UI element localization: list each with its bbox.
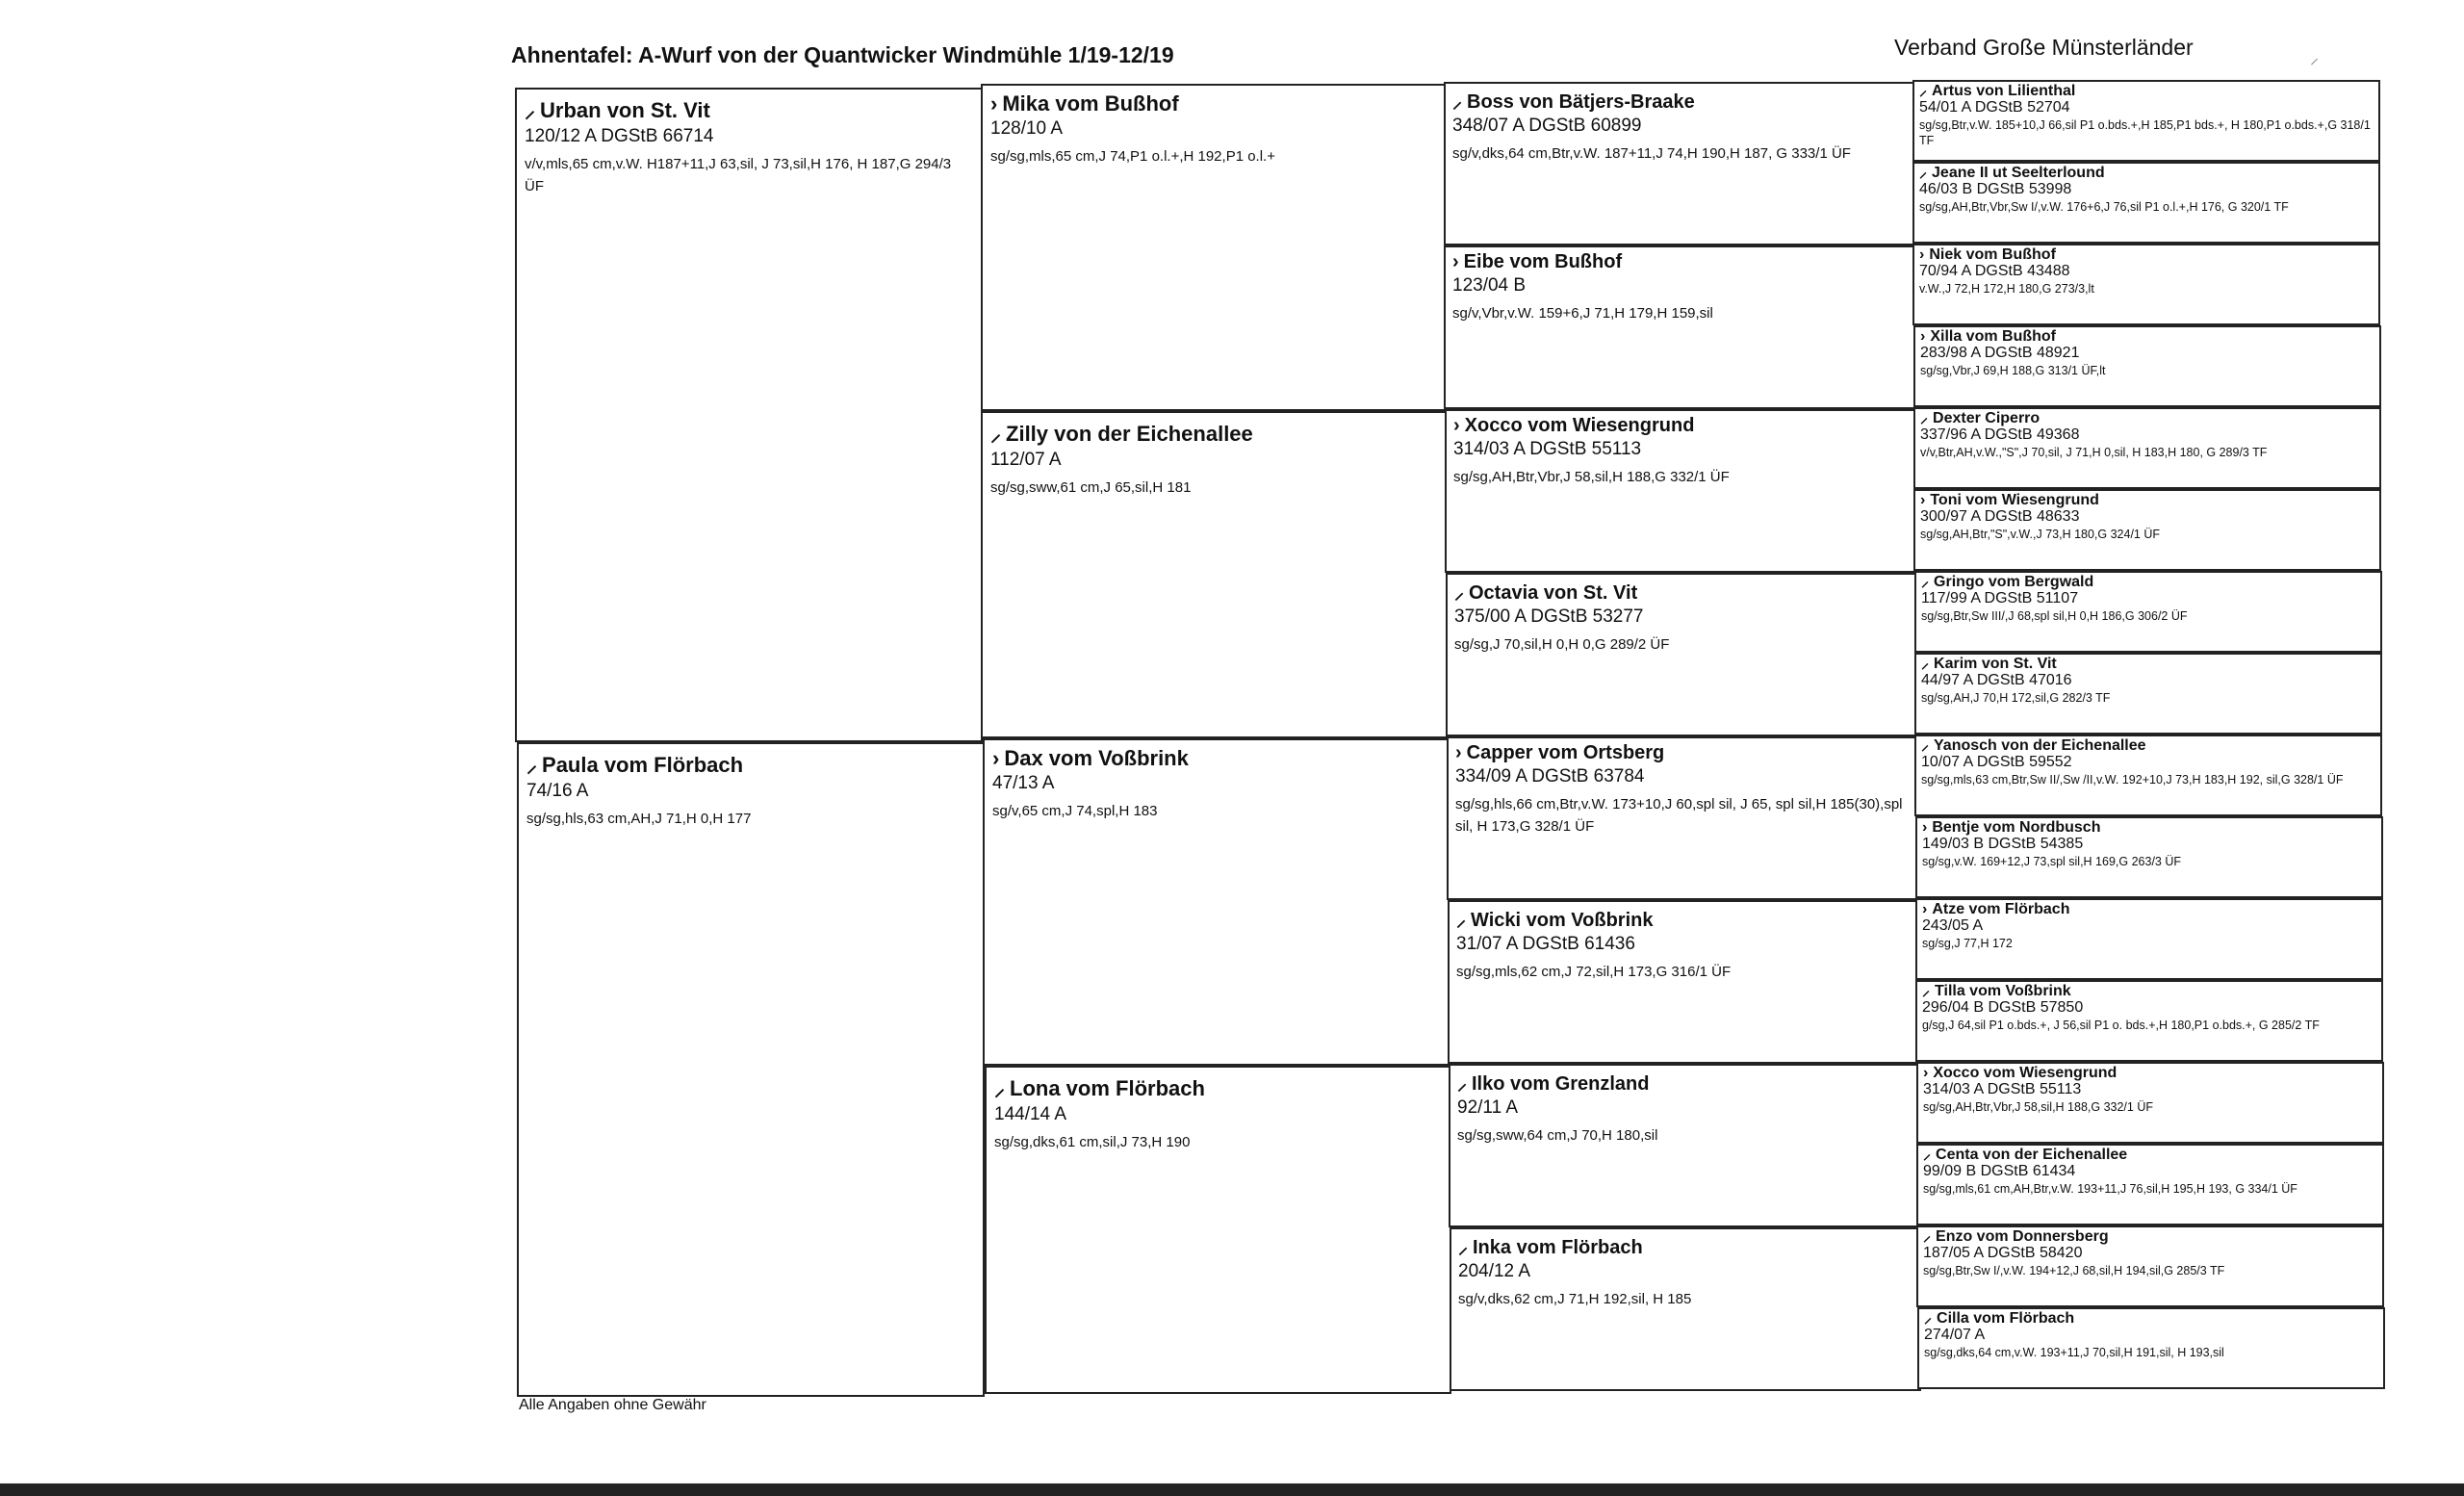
sex-symbol: ⸝ [526, 753, 538, 777]
registration-number: 296/04 B DGStB 57850 [1922, 998, 2084, 1016]
scanner-edge [0, 1483, 2464, 1496]
sex-symbol: ⸝ [1923, 1228, 1932, 1245]
performance-details: sg/sg,mls,63 cm,Btr,Sw II/,Sw /II,v.W. 192+10,J 73,H 183,H 192, sil,G 328/1 ÜF [1921, 772, 2344, 787]
sex-symbol: › [992, 746, 1000, 770]
pen-mark: ⸝ [2310, 48, 2319, 67]
gen4-box [1916, 1225, 2384, 1307]
dog-name: ⸝ Gringo vom Bergwald [1921, 574, 2094, 590]
organization-name: Verband Große Münsterländer [1894, 35, 2194, 60]
dog-name: › Dax vom Voßbrink [992, 746, 1189, 770]
dog-name: › Xilla vom Bußhof [1920, 328, 2056, 345]
sex-symbol: ⸝ [1922, 983, 1931, 999]
performance-details: sg/sg,sww,64 cm,J 70,H 180,sil [1457, 1127, 1658, 1144]
dog-name: › Xocco vom Wiesengrund [1453, 415, 1695, 436]
gen3-box [1450, 1227, 1921, 1391]
gen2-box [983, 738, 1450, 1066]
registration-number: 70/94 A DGStB 43488 [1919, 262, 2070, 279]
performance-details: sg/sg,dks,61 cm,sil,J 73,H 190 [994, 1134, 1191, 1150]
registration-number: 274/07 A [1924, 1326, 1986, 1343]
dog-name: › Xocco vom Wiesengrund [1923, 1065, 2118, 1081]
sex-symbol: › [1919, 246, 1925, 263]
performance-details: sg/v,dks,62 cm,J 71,H 192,sil, H 185 [1458, 1291, 1692, 1307]
dog-name: › Toni vom Wiesengrund [1920, 492, 2099, 508]
performance-details: sg/sg,mls,61 cm,AH,Btr,v.W. 193+11,J 76,sil,H 195,H 193, G 334/1 ÜF [1923, 1181, 2297, 1196]
sex-symbol: › [1455, 742, 1462, 763]
sex-symbol: ⸝ [1920, 410, 1929, 426]
sex-symbol: › [1453, 415, 1460, 436]
dog-name: › Capper vom Ortsberg [1455, 742, 1665, 763]
performance-details: v/v,mls,65 cm,v.W. H187+11,J 63,sil, J 73,sil,H 176, H 187,G 294/3 ÜF [525, 156, 952, 195]
dog-name: ⸝ Enzo vom Donnersberg [1923, 1228, 2109, 1245]
dog-name: › Mika vom Bußhof [990, 91, 1179, 116]
gen4-box [1915, 816, 2383, 898]
gen4-box [1916, 1062, 2384, 1144]
gen1-sire [515, 88, 983, 742]
gen4-box [1917, 1307, 2385, 1389]
gen3-box [1445, 409, 1916, 573]
registration-number: 47/13 A [992, 773, 1055, 793]
sex-symbol: ⸝ [1452, 91, 1462, 113]
sex-symbol: ⸝ [1923, 1147, 1932, 1163]
sex-symbol: ⸝ [990, 422, 1002, 446]
performance-details: sg/v,65 cm,J 74,spl,H 183 [992, 803, 1158, 819]
dog-name: › Bentje vom Nordbusch [1922, 819, 2101, 836]
gen2-box [981, 84, 1448, 411]
dog-name: ⸝ Inka vom Flörbach [1458, 1237, 1643, 1258]
gen3-box [1444, 82, 1915, 245]
sex-symbol: › [1923, 1065, 1929, 1081]
sex-symbol: › [1922, 819, 1928, 836]
dog-name: ⸝ Ilko vom Grenzland [1457, 1073, 1650, 1095]
registration-number: 112/07 A [990, 450, 1062, 470]
dog-name: ⸝ Jeane II ut Seelterlound [1919, 165, 2105, 181]
dog-name: ⸝ Boss von Bätjers-Braake [1452, 91, 1695, 113]
dog-name: ⸝ Urban von St. Vit [525, 98, 710, 122]
registration-number: 314/03 A DGStB 55113 [1453, 439, 1642, 459]
gen3-box [1447, 736, 1918, 900]
registration-number: 117/99 A DGStB 51107 [1921, 589, 2079, 606]
sex-symbol: › [1920, 492, 1926, 508]
gen4-box [1914, 735, 2382, 816]
sex-symbol: ⸝ [994, 1076, 1006, 1100]
performance-details: sg/v,dks,64 cm,Btr,v.W. 187+11,J 74,H 190,H 187, G 333/1 ÜF [1452, 145, 1851, 162]
registration-number: 348/07 A DGStB 60899 [1452, 116, 1642, 136]
performance-details: sg/sg,hls,63 cm,AH,J 71,H 0,H 177 [526, 811, 752, 827]
registration-number: 74/16 A [526, 781, 589, 801]
dog-name: ⸝ Yanosch von der Eichenallee [1921, 737, 2146, 754]
dog-name: ⸝ Zilly von der Eichenallee [990, 422, 1253, 446]
sex-symbol: ⸝ [1458, 1237, 1468, 1258]
registration-number: 334/09 A DGStB 63784 [1455, 766, 1645, 787]
registration-number: 283/98 A DGStB 48921 [1920, 344, 2080, 361]
dog-name: ⸝ Dexter Ciperro [1920, 410, 2040, 426]
gen4-box [1913, 325, 2381, 407]
gen4-box [1912, 162, 2380, 244]
dog-name: ⸝ Wicki vom Voßbrink [1456, 910, 1654, 931]
dog-name: ⸝ Karim von St. Vit [1921, 656, 2057, 672]
page-title: Ahnentafel: A-Wurf von der Quantwicker Windmühle 1/19-12/19 [511, 42, 1174, 67]
sex-symbol: › [1922, 901, 1928, 917]
performance-details: g/sg,J 64,sil P1 o.bds.+, J 56,sil P1 o. bds.+,H 180,P1 o.bds.+, G 285/2 TF [1922, 1018, 2320, 1032]
sex-symbol: › [990, 91, 998, 116]
registration-number: 128/10 A [990, 118, 1064, 139]
registration-number: 92/11 A [1457, 1097, 1519, 1118]
performance-details: sg/sg,Vbr,J 69,H 188,G 313/1 ÜF,lt [1920, 363, 2106, 377]
dog-name: › Niek vom Bußhof [1919, 246, 2056, 263]
disclaimer: Alle Angaben ohne Gewähr [519, 1397, 706, 1413]
registration-number: 375/00 A DGStB 53277 [1454, 606, 1644, 627]
sex-symbol: ⸝ [1454, 582, 1464, 604]
dog-name: ⸝ Octavia von St. Vit [1454, 582, 1638, 604]
performance-details: sg/sg,mls,62 cm,J 72,sil,H 173,G 316/1 ÜF [1456, 964, 1732, 980]
performance-details: sg/sg,AH,J 70,H 172,sil,G 282/3 TF [1921, 690, 2111, 705]
performance-details: sg/v,Vbr,v.W. 159+6,J 71,H 179,H 159,sil [1452, 305, 1713, 322]
sex-symbol: ⸝ [1921, 656, 1930, 672]
gen3-box [1446, 573, 1917, 736]
registration-number: 46/03 B DGStB 53998 [1919, 180, 2072, 197]
performance-details: sg/sg,AH,Btr,Vbr,Sw I/,v.W. 176+6,J 76,sil P1 o.l.+,H 176, G 320/1 TF [1919, 199, 2289, 214]
performance-details: sg/sg,Btr,v.W. 185+10,J 66,sil P1 o.bds.+,H 185,P1 bds.+, H 180,P1 o.bds.+,G 318/1 TF [1919, 117, 2371, 148]
sex-symbol: ⸝ [1919, 165, 1928, 181]
performance-details: sg/sg,hls,66 cm,Btr,v.W. 173+10,J 60,spl sil, J 65, spl sil,H 185(30),spl sil, H 173,G 328/1 ÜF [1455, 796, 1903, 836]
performance-details: sg/sg,AH,Btr,Vbr,J 58,sil,H 188,G 332/1 ÜF [1453, 469, 1730, 485]
sex-symbol: ⸝ [1456, 910, 1466, 931]
sex-symbol: ⸝ [1457, 1073, 1467, 1095]
gen2-box [981, 411, 1448, 738]
performance-details: sg/sg,sww,61 cm,J 65,sil,H 181 [990, 479, 1192, 496]
sex-symbol: ⸝ [525, 98, 536, 122]
registration-number: 54/01 A DGStB 52704 [1919, 98, 2070, 116]
dog-name: › Eibe vom Bußhof [1452, 251, 1623, 272]
sex-symbol: ⸝ [1921, 737, 1930, 754]
registration-number: 187/05 A DGStB 58420 [1923, 1244, 2083, 1261]
performance-details: sg/sg,J 77,H 172 [1922, 936, 2013, 950]
dog-name: › Atze vom Flörbach [1922, 901, 2070, 917]
sex-symbol: › [1452, 251, 1459, 272]
registration-number: 120/12 A DGStB 66714 [525, 126, 714, 146]
performance-details: v/v,Btr,AH,v.W.,"S",J 70,sil, J 71,H 0,sil, H 183,H 180, G 289/3 TF [1920, 445, 2268, 459]
performance-details: v.W.,J 72,H 172,H 180,G 273/3,lt [1919, 281, 2094, 296]
gen4-box [1914, 571, 2382, 653]
registration-number: 300/97 A DGStB 48633 [1920, 507, 2080, 525]
dog-name: ⸝ Lona vom Flörbach [994, 1076, 1205, 1100]
gen4-box [1912, 80, 2380, 162]
registration-number: 149/03 B DGStB 54385 [1922, 835, 2084, 852]
gen4-box [1913, 489, 2381, 571]
registration-number: 243/05 A [1922, 916, 1984, 934]
dog-name: ⸝ Paula vom Flörbach [526, 753, 744, 777]
performance-details: sg/sg,mls,65 cm,J 74,P1 o.l.+,H 192,P1 o.l.+ [990, 148, 1275, 165]
sex-symbol: ⸝ [1921, 574, 1930, 590]
gen4-box [1912, 244, 2380, 325]
performance-details: sg/sg,AH,Btr,Vbr,J 58,sil,H 188,G 332/1 ÜF [1923, 1099, 2153, 1114]
registration-number: 10/07 A DGStB 59552 [1921, 753, 2072, 770]
performance-details: sg/sg,dks,64 cm,v.W. 193+11,J 70,sil,H 191,sil, H 193,sil [1924, 1345, 2224, 1359]
registration-number: 337/96 A DGStB 49368 [1920, 426, 2080, 443]
sex-symbol: ⸝ [1924, 1310, 1933, 1327]
registration-number: 31/07 A DGStB 61436 [1456, 934, 1635, 954]
performance-details: sg/sg,Btr,Sw I/,v.W. 194+12,J 68,sil,H 194,sil,G 285/3 TF [1923, 1263, 2225, 1277]
registration-number: 314/03 A DGStB 55113 [1923, 1080, 2082, 1097]
performance-details: sg/sg,v.W. 169+12,J 73,spl sil,H 169,G 263/3 ÜF [1922, 854, 2182, 868]
dog-name: ⸝ Centa von der Eichenallee [1923, 1147, 2128, 1163]
registration-number: 144/14 A [994, 1104, 1067, 1124]
gen4-box [1915, 980, 2383, 1062]
performance-details: sg/sg,J 70,sil,H 0,H 0,G 289/2 ÜF [1454, 636, 1670, 653]
gen4-box [1914, 653, 2382, 735]
registration-number: 44/97 A DGStB 47016 [1921, 671, 2072, 688]
registration-number: 99/09 B DGStB 61434 [1923, 1162, 2076, 1179]
dog-name: ⸝ Tilla vom Voßbrink [1922, 983, 2071, 999]
gen1-dam [517, 742, 985, 1397]
gen2-box [985, 1066, 1451, 1394]
dog-name: ⸝ Artus von Lilienthal [1919, 83, 2076, 99]
gen3-box [1444, 245, 1915, 409]
sex-symbol: › [1920, 328, 1926, 345]
gen4-box [1913, 407, 2381, 489]
registration-number: 204/12 A [1458, 1261, 1531, 1281]
gen3-box [1449, 1064, 1920, 1227]
dog-name: ⸝ Cilla vom Flörbach [1924, 1310, 2075, 1327]
gen4-box [1915, 898, 2383, 980]
performance-details: sg/sg,Btr,Sw III/,J 68,spl sil,H 0,H 186,G 306/2 ÜF [1921, 608, 2188, 623]
gen4-box [1916, 1144, 2384, 1225]
sex-symbol: ⸝ [1919, 83, 1928, 99]
gen3-box [1448, 900, 1919, 1064]
registration-number: 123/04 B [1452, 275, 1527, 296]
performance-details: sg/sg,AH,Btr,"S",v.W.,J 73,H 180,G 324/1 ÜF [1920, 527, 2161, 541]
